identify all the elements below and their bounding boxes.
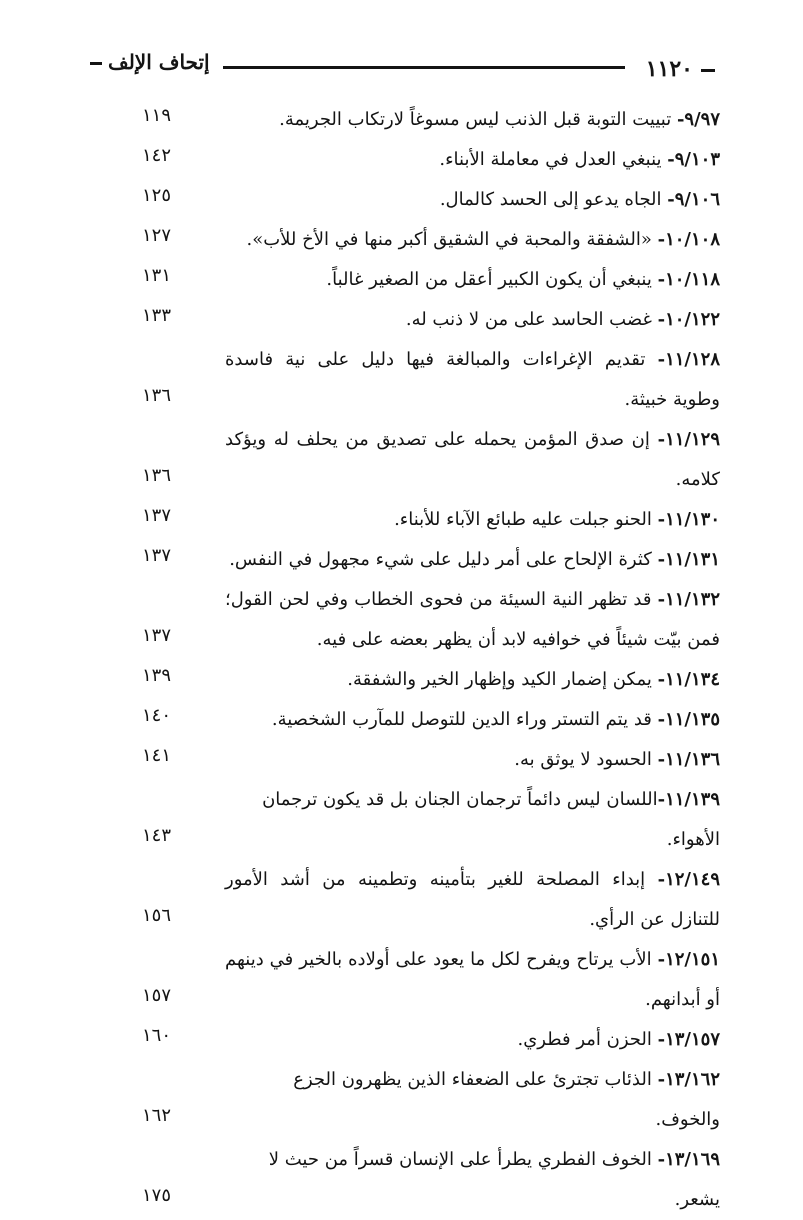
entry-content: إبداء المصلحة للغير بتأمينه وتطمينه من أشد الأمور للتنازل عن الرأي.: [225, 869, 720, 930]
entry-ref: ٩/٩٧-: [676, 109, 720, 130]
entry-ref: ١١/١٢٩-: [657, 429, 720, 450]
entry-text: [225, 580, 720, 660]
entry-content: اللسان ليس دائماً ترجمان الجنان بل قد يكون ترجمان الأهواء.: [262, 789, 720, 850]
index-entry: [120, 580, 720, 660]
entry-ref: ١١/١٣٦-: [657, 749, 720, 770]
index-entry: [120, 860, 720, 940]
entry-content: الخوف الفطري يطرأ على الإنسان قسراً من حيث لا يشعر.: [268, 1149, 720, 1210]
entry-ref: ١١/١٣٢-: [657, 589, 720, 610]
entry-page-number: ١٤١: [142, 745, 172, 766]
entry-text: [225, 540, 720, 580]
entry-content: الأب يرتاح ويفرح لكل ما يعود على أولاده بالخير في دينهم أو أبدانهم.: [225, 949, 720, 1010]
entry-ref: ١٠/١٠٨-: [657, 229, 720, 250]
index-entry: [120, 700, 720, 740]
entry-text: [225, 660, 720, 700]
entry-text: [225, 1060, 720, 1140]
entry-content: إن صدق المؤمن يحمله على تصديق من يحلف له ويؤكد كلامه.: [225, 429, 720, 490]
page-header: [90, 44, 715, 84]
entry-page-number: ١٣٧: [142, 625, 172, 646]
entry-content: «الشفقة والمحبة في الشقيق أكبر منها في الأخ للأب».: [246, 229, 658, 250]
entry-ref: ١٠/١١٨-: [657, 269, 720, 290]
entry-page-number: ١١٩: [142, 105, 172, 126]
index-entry: [120, 220, 720, 260]
entry-content: تبييت التوبة قبل الذنب ليس مسوغاً لارتكاب الجريمة.: [279, 109, 677, 130]
entry-ref: ١١/١٣١-: [657, 549, 720, 570]
entry-text: [225, 940, 720, 1020]
index-entry: [120, 1140, 720, 1220]
entry-text: [225, 740, 720, 780]
entry-text: [225, 340, 720, 420]
entry-ref: ١١/١٢٨-: [657, 349, 720, 370]
index-entry: [120, 100, 720, 140]
entry-page-number: ١٣٧: [142, 505, 172, 526]
index-entry: [120, 500, 720, 540]
entry-text: [225, 100, 720, 140]
entry-text: [225, 300, 720, 340]
entry-content: قد تظهر النية السيئة من فحوى الخطاب وفي لحن القول؛ فمن بيّت شيئاً في خوافيه لابد أن يظهر بعضه على فيه.: [225, 589, 720, 650]
entry-page-number: ١٢٥: [142, 185, 172, 206]
book-title: إتحاف الإلف: [90, 50, 210, 74]
index-entry: [120, 940, 720, 1020]
entry-content: الذئاب تجترئ على الضعفاء الذين يظهرون الجزع والخوف.: [293, 1069, 720, 1130]
entry-content: كثرة الإلحاح على أمر دليل على شيء مجهول في النفس.: [229, 549, 658, 570]
entry-content: قد يتم التستر وراء الدين للتوصل للمآرب الشخصية.: [271, 709, 658, 730]
entry-content: غضب الحاسد على من لا ذنب له.: [405, 309, 658, 330]
entry-ref: ٩/١٠٣-: [667, 149, 720, 170]
entry-text: [225, 140, 720, 180]
entry-text: [225, 1140, 720, 1220]
entry-page-number: ١٣٦: [142, 385, 172, 406]
entry-ref: ٩/١٠٦-: [667, 189, 720, 210]
entry-ref: ١٢/١٥١-: [657, 949, 720, 970]
entry-ref: ١٠/١٢٢-: [657, 309, 720, 330]
entry-content: ينبغي أن يكون الكبير أعقل من الصغير غالباً.: [326, 269, 658, 290]
entry-page-number: ١٣٩: [142, 665, 172, 686]
index-entry: [120, 740, 720, 780]
index-entry: [120, 140, 720, 180]
entry-page-number: ١٣٧: [142, 545, 172, 566]
index-entry: [120, 340, 720, 420]
entry-text: [225, 1020, 720, 1060]
entry-text: [225, 420, 720, 500]
entry-ref: ١١/١٣٥-: [657, 709, 720, 730]
entry-text: [225, 260, 720, 300]
header-rule: [223, 66, 625, 69]
index-entry: [120, 540, 720, 580]
entry-page-number: ١٣١: [142, 265, 172, 286]
entry-ref: ١٢/١٤٩-: [657, 869, 720, 890]
entry-page-number: ١٧٥: [142, 1185, 172, 1206]
entry-content: تقديم الإغراءات والمبالغة فيها دليل على نية فاسدة وطوية خبيثة.: [225, 349, 720, 410]
entry-page-number: ١٦٢: [142, 1105, 172, 1126]
index-entry: [120, 180, 720, 220]
entry-ref: ١٣/١٥٧-: [657, 1029, 720, 1050]
entry-page-number: ١٤٣: [142, 825, 172, 846]
entry-content: الحنو جبلت عليه طبائع الآباء للأبناء.: [394, 509, 658, 530]
entry-page-number: ١٣٦: [142, 465, 172, 486]
index-entry: [120, 300, 720, 340]
index-entry: [120, 780, 720, 860]
entry-page-number: ١٦٠: [142, 1025, 172, 1046]
entry-page-number: ١٢٧: [142, 225, 172, 246]
entry-page-number: ١٤٠: [142, 705, 172, 726]
index-entry: [120, 1060, 720, 1140]
entry-content: الحسود لا يوثق به.: [514, 749, 658, 770]
entry-page-number: ١٥٧: [142, 985, 172, 1006]
page-number: ١١٢٠: [646, 56, 715, 82]
entry-ref: ١١/١٣٩-: [657, 789, 720, 810]
entry-page-number: ١٣٣: [142, 305, 172, 326]
entry-content: الحزن أمر فطري.: [517, 1029, 658, 1050]
index-list: [120, 100, 720, 1220]
entry-content: ينبغي العدل في معاملة الأبناء.: [439, 149, 668, 170]
entry-ref: ١٣/١٦٩-: [657, 1149, 720, 1170]
entry-content: يمكن إضمار الكيد وإظهار الخير والشفقة.: [347, 669, 658, 690]
entry-text: [225, 700, 720, 740]
entry-text: [225, 780, 720, 860]
entry-ref: ١١/١٣٤-: [657, 669, 720, 690]
entry-text: [225, 220, 720, 260]
entry-content: الجاه يدعو إلى الحسد كالمال.: [439, 189, 668, 210]
entry-ref: ١١/١٣٠-: [657, 509, 720, 530]
entry-text: [225, 500, 720, 540]
entry-text: [225, 860, 720, 940]
index-entry: [120, 260, 720, 300]
index-entry: [120, 420, 720, 500]
entry-page-number: ١٥٦: [142, 905, 172, 926]
entry-ref: ١٣/١٦٢-: [657, 1069, 720, 1090]
entry-page-number: ١٤٢: [142, 145, 172, 166]
index-entry: [120, 660, 720, 700]
index-entry: [120, 1020, 720, 1060]
entry-text: [225, 180, 720, 220]
